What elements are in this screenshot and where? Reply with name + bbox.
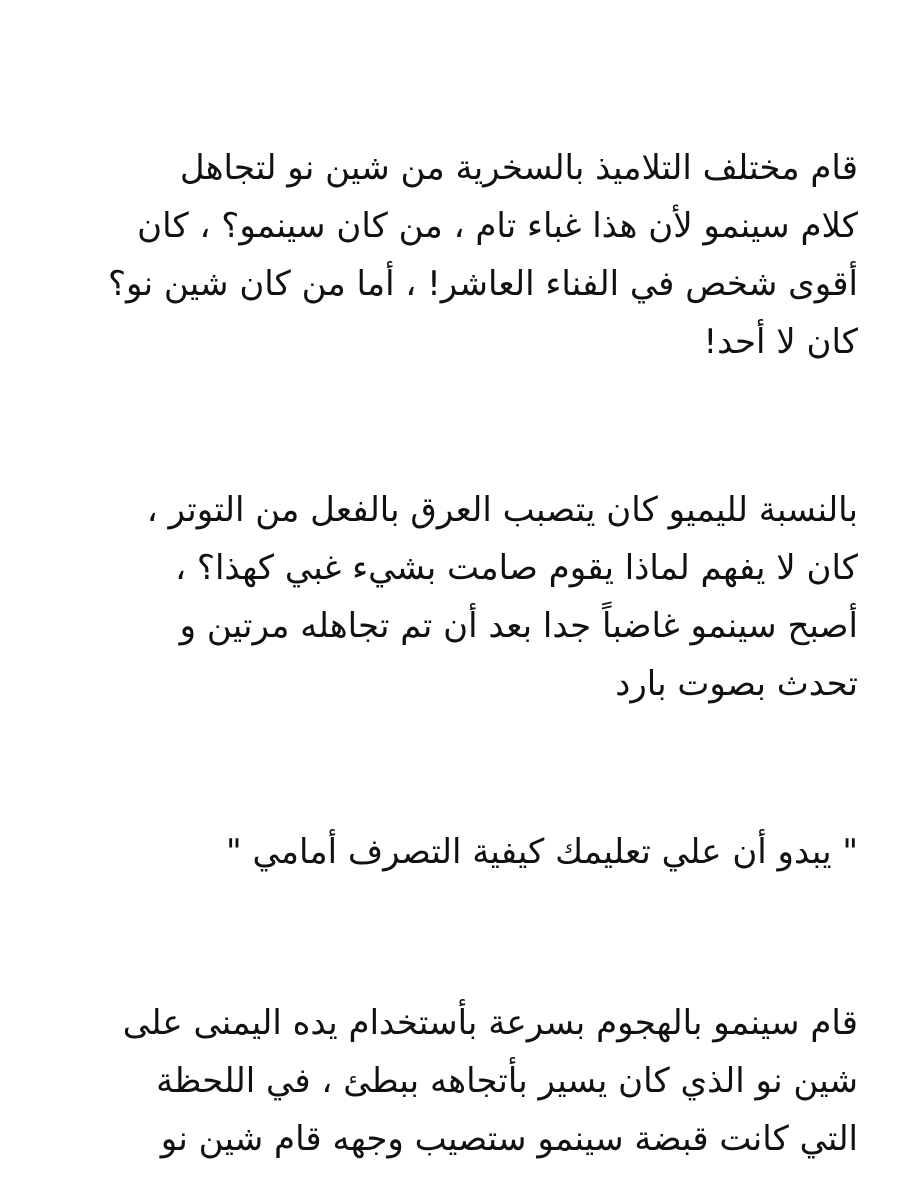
paragraph-line: أصبح سينمو غاضباً جدا بعد أن تم تجاهله مرتين و xyxy=(179,606,858,646)
paragraph-line: أقوى شخص في الفناء العاشر! ، أما من كان شين نو؟ xyxy=(108,264,858,304)
paragraph-line: " يبدو أن علي تعليمك كيفية التصرف أمامي " xyxy=(226,832,858,872)
paragraph-4 xyxy=(58,994,858,1168)
paragraph-2 xyxy=(58,481,858,713)
paragraph-line: كان لا يفهم لماذا يقوم صامت بشيء غبي كهذا؟ ، xyxy=(175,548,858,588)
paragraph-line: التي كانت قبضة سينمو ستصيب وجهه قام شين نو xyxy=(160,1119,858,1159)
paragraph-line: بالنسبة لليميو كان يتصبب العرق بالفعل من التوتر ، xyxy=(146,490,858,530)
dialogue-quote xyxy=(58,823,858,881)
paragraph-line: قام مختلف التلاميذ بالسخرية من شين نو لتجاهل xyxy=(179,148,858,188)
paragraph-line: كان لا أحد! xyxy=(703,322,858,362)
paragraph-1 xyxy=(58,139,858,371)
paragraph-line: شين نو الذي كان يسير بأتجاهه ببطئ ، في اللحظة xyxy=(156,1061,858,1101)
paragraph-line: تحدث بصوت بارد xyxy=(615,664,858,704)
paragraph-line: كلام سينمو لأن هذا غباء تام ، من كان سينمو؟ ، كان xyxy=(137,206,858,246)
paragraph-line: قام سينمو بالهجوم بسرعة بأستخدام يده اليمنى على xyxy=(122,1003,858,1043)
